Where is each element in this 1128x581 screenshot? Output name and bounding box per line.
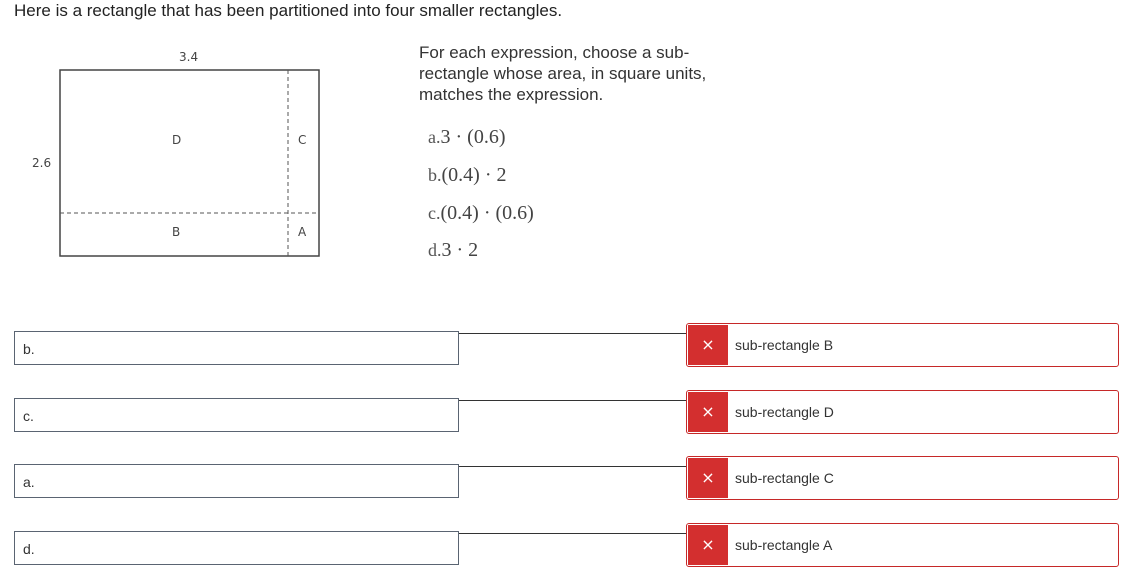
match-row-1 (14, 323, 1120, 367)
expression-letter: c. (428, 203, 441, 223)
expression-value: (0.4) · 2 (441, 164, 507, 186)
match-connector-line (459, 400, 687, 401)
match-target-label: sub-rectangle A (735, 537, 833, 553)
match-row-3 (14, 456, 1120, 500)
match-connector-line (459, 333, 687, 334)
match-source-d[interactable]: d. (14, 531, 459, 565)
expression-item (428, 164, 506, 187)
remove-match-button[interactable]: × (688, 458, 728, 498)
match-target-label: sub-rectangle C (735, 470, 834, 486)
match-target-sub-rectangle-c[interactable] (686, 456, 1119, 500)
expression-letter: a. (428, 127, 441, 147)
match-connector-line (459, 533, 687, 534)
remove-match-button[interactable]: × (688, 325, 728, 365)
expression-item (428, 202, 534, 225)
remove-match-button[interactable]: × (688, 525, 728, 565)
match-source-c[interactable]: c. (14, 398, 459, 432)
match-target-sub-rectangle-a[interactable] (686, 523, 1119, 567)
partitioned-rectangle-figure (0, 40, 360, 280)
rectangle-diagram (0, 40, 360, 280)
sub-rectangle-d-label: D (172, 133, 182, 147)
instructions-text: For each expression, choose a sub-rectangle whose area, in square units, matches the expression. (419, 43, 707, 104)
match-target-label: sub-rectangle D (735, 404, 834, 420)
expression-value: 3 · 2 (441, 239, 479, 261)
sub-rectangle-c-label: C (298, 133, 307, 147)
match-source-a[interactable]: a. (14, 464, 459, 498)
expression-letter: d. (428, 240, 442, 260)
match-target-label: sub-rectangle B (735, 337, 834, 353)
match-row-2 (14, 390, 1120, 434)
match-row-4 (14, 523, 1120, 567)
remove-match-button[interactable]: × (688, 392, 728, 432)
match-target-sub-rectangle-d[interactable] (686, 390, 1119, 434)
prompt-text: Here is a rectangle that has been partitioned into four smaller rectangles. (14, 1, 563, 20)
expression-item (428, 126, 505, 149)
match-source-b[interactable]: b. (14, 331, 459, 365)
expression-letter: b. (428, 165, 442, 185)
expression-value: (0.4) · (0.6) (440, 202, 534, 224)
match-target-sub-rectangle-b[interactable] (686, 323, 1119, 367)
sub-rectangle-a-label: A (298, 225, 307, 239)
outer-rectangle (60, 70, 319, 256)
width-label: 3.4 (179, 50, 199, 64)
sub-rectangle-b-label: B (172, 225, 181, 239)
expression-value: 3 · (0.6) (440, 126, 506, 148)
height-label: 2.6 (32, 156, 52, 170)
match-connector-line (459, 466, 687, 467)
expression-item (428, 239, 478, 262)
